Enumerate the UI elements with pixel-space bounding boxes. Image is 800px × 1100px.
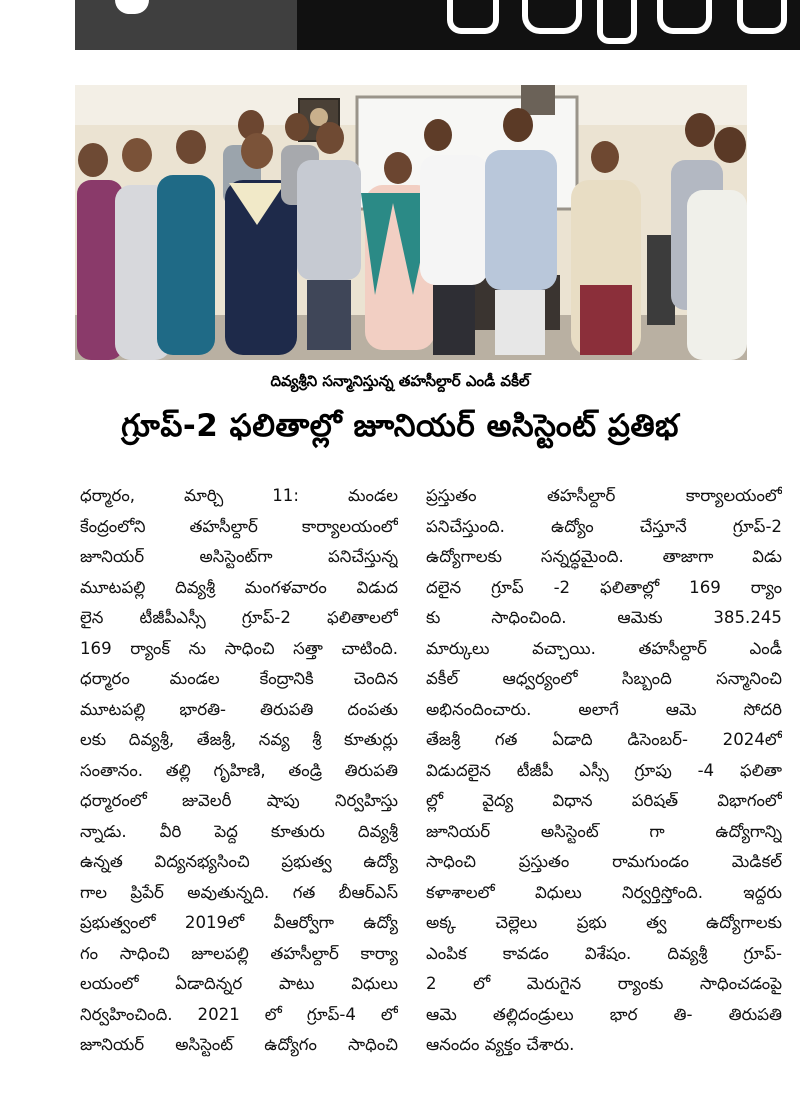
masthead-glyph	[737, 0, 787, 34]
group-photo	[75, 85, 747, 360]
article-line: 169 ర్యాంక్ ను సాధించి సత్తా చాటింది.	[80, 638, 398, 658]
article-line: ధర్మారం మండల కేంద్రానికి చెందిన	[80, 669, 398, 688]
article-line: కళాశాలలో విధులు నిర్వర్తిస్తోంది. ఇద్దరు	[426, 882, 782, 902]
article-line: 2 లో మెరుగైన ర్యాంకు సాధించడంపై	[426, 974, 782, 993]
article-line: అభినందించారు. అలాగే ఆమె సోదరి	[426, 699, 782, 719]
article-line: ఆనందం వ్యక్తం చేశారు.	[426, 1035, 575, 1054]
article-column-right	[426, 481, 782, 1061]
masthead-glyph	[522, 0, 582, 34]
article-line: పనిచేస్తుంది. ఉద్యోం చేస్తూనే గ్రూప్-2	[426, 516, 782, 536]
article-line: ప్రభుత్వంలో 2019లో వీఆర్వోగా ఉద్యో	[80, 913, 398, 932]
article-line: కేంద్రంలోని తహసీల్దార్ కార్యాలయంలో	[80, 516, 398, 536]
article-line: ల్లో వైద్య విధాన పరిషత్ విభాగంలో	[426, 791, 782, 810]
masthead-logo-fragment	[115, 0, 149, 14]
article-line: జూనియర్ అసిస్టెంట్ గా ఉద్యోగాన్ని	[426, 821, 782, 841]
article-line: ప్రస్తుతం తహసీల్దార్ కార్యాలయంలో	[426, 486, 782, 505]
article-line: ధర్మారంలో జువెలరీ షాపు నిర్వహిస్తు	[80, 791, 398, 810]
article-line: లకు దివ్యశ్రీ, తేజశ్రీ, నవ్య శ్రీ కూతుర్లు	[80, 730, 398, 749]
article-line: మూటపల్లి దివ్యశ్రీ మంగళవారం విడుద	[80, 577, 398, 597]
article-line: సాధించి ప్రస్తుతం రామగుండం మెడికల్	[426, 852, 782, 871]
masthead-left-block	[75, 0, 297, 50]
article-line: విడుదలైన టీజీపీ ఎస్సీ గ్రూపు -4 ఫలితా	[426, 760, 782, 780]
masthead-strip	[75, 0, 800, 50]
article-line: న్నాడు. వీరి పెద్ద కూతురు దివ్యశ్రీ	[80, 821, 398, 841]
masthead-title-block	[297, 0, 800, 50]
article-line: మూటపల్లి భారతి- తిరుపతి దంపతు	[80, 699, 398, 719]
article-line: ఉద్యోగాలకు సన్నద్ధమైంది. తాజాగా విడు	[426, 547, 782, 566]
article-column-left	[80, 481, 398, 1061]
article-line: లయంలో ఏడాదిన్నర పాటు విధులు	[80, 974, 398, 993]
article-line: గం సాధించి జూలపల్లి తహసీల్దార్ కార్యా	[80, 943, 398, 963]
masthead-glyph	[597, 0, 637, 44]
masthead-glyph	[657, 0, 712, 34]
group-photo-icon	[75, 85, 747, 360]
article-line: వకీల్ ఆధ్వర్యంలో సిబ్బంది సన్మానించి	[426, 669, 782, 688]
article-line: అక్క చెల్లెలు ప్రభు త్వ ఉద్యోగాలకు	[426, 913, 782, 932]
article-line: గాల ప్రిపేర్ అవుతున్నది. గత బీఆర్ఎస్	[80, 882, 398, 902]
article-line: నిర్వహించింది. 2021 లో గ్రూప్-4 లో	[80, 1004, 398, 1024]
article-line: ఎంపిక కావడం విశేషం. దివ్యశ్రీ గ్రూప్-	[426, 943, 782, 963]
article-line: మార్కులు వచ్చాయి. తహసీల్దార్ ఎండీ	[426, 638, 782, 658]
article-line: సంతానం. తల్లి గృహిణి, తండ్రి తిరుపతి	[80, 760, 398, 780]
article-line: దలైన గ్రూప్ -2 ఫలితాల్లో 169 ర్యాం	[426, 577, 782, 597]
article-line: ధర్మారం, మార్చి 11: మండల	[80, 486, 398, 505]
article-line: తేజశ్రీ గత ఏడాది డిసెంబర్- 2024లో	[426, 730, 782, 749]
headline: గ్రూప్-2 ఫలితాల్లో జూనియర్ అసిస్టెంట్ ప్రతిభ	[121, 408, 679, 444]
article-line: ఉన్నత విద్యనభ్యసించి ప్రభుత్వ ఉద్యో	[80, 852, 398, 871]
article-line: ఆమె తల్లిదండ్రులు భార తి- తిరుపతి	[426, 1004, 782, 1024]
article-line: కు సాధించింది. ఆమెకు 385.245	[426, 608, 782, 627]
article-line: జూనియర్ అసిస్టెంట్‌గా పనిచేస్తున్న	[80, 547, 398, 566]
photo-caption: దివ్యశ్రీని సన్మానిస్తున్న తహసీల్దార్ ఎండీ వకీల్	[270, 372, 530, 390]
article-line: జూనియర్ అసిస్టెంట్ ఉద్యోగం సాధించి	[80, 1035, 398, 1054]
article-line: లైన టీజీపీఎస్సీ గ్రూప్-2 ఫలితాలలో	[80, 608, 398, 627]
masthead-glyph	[447, 0, 499, 34]
